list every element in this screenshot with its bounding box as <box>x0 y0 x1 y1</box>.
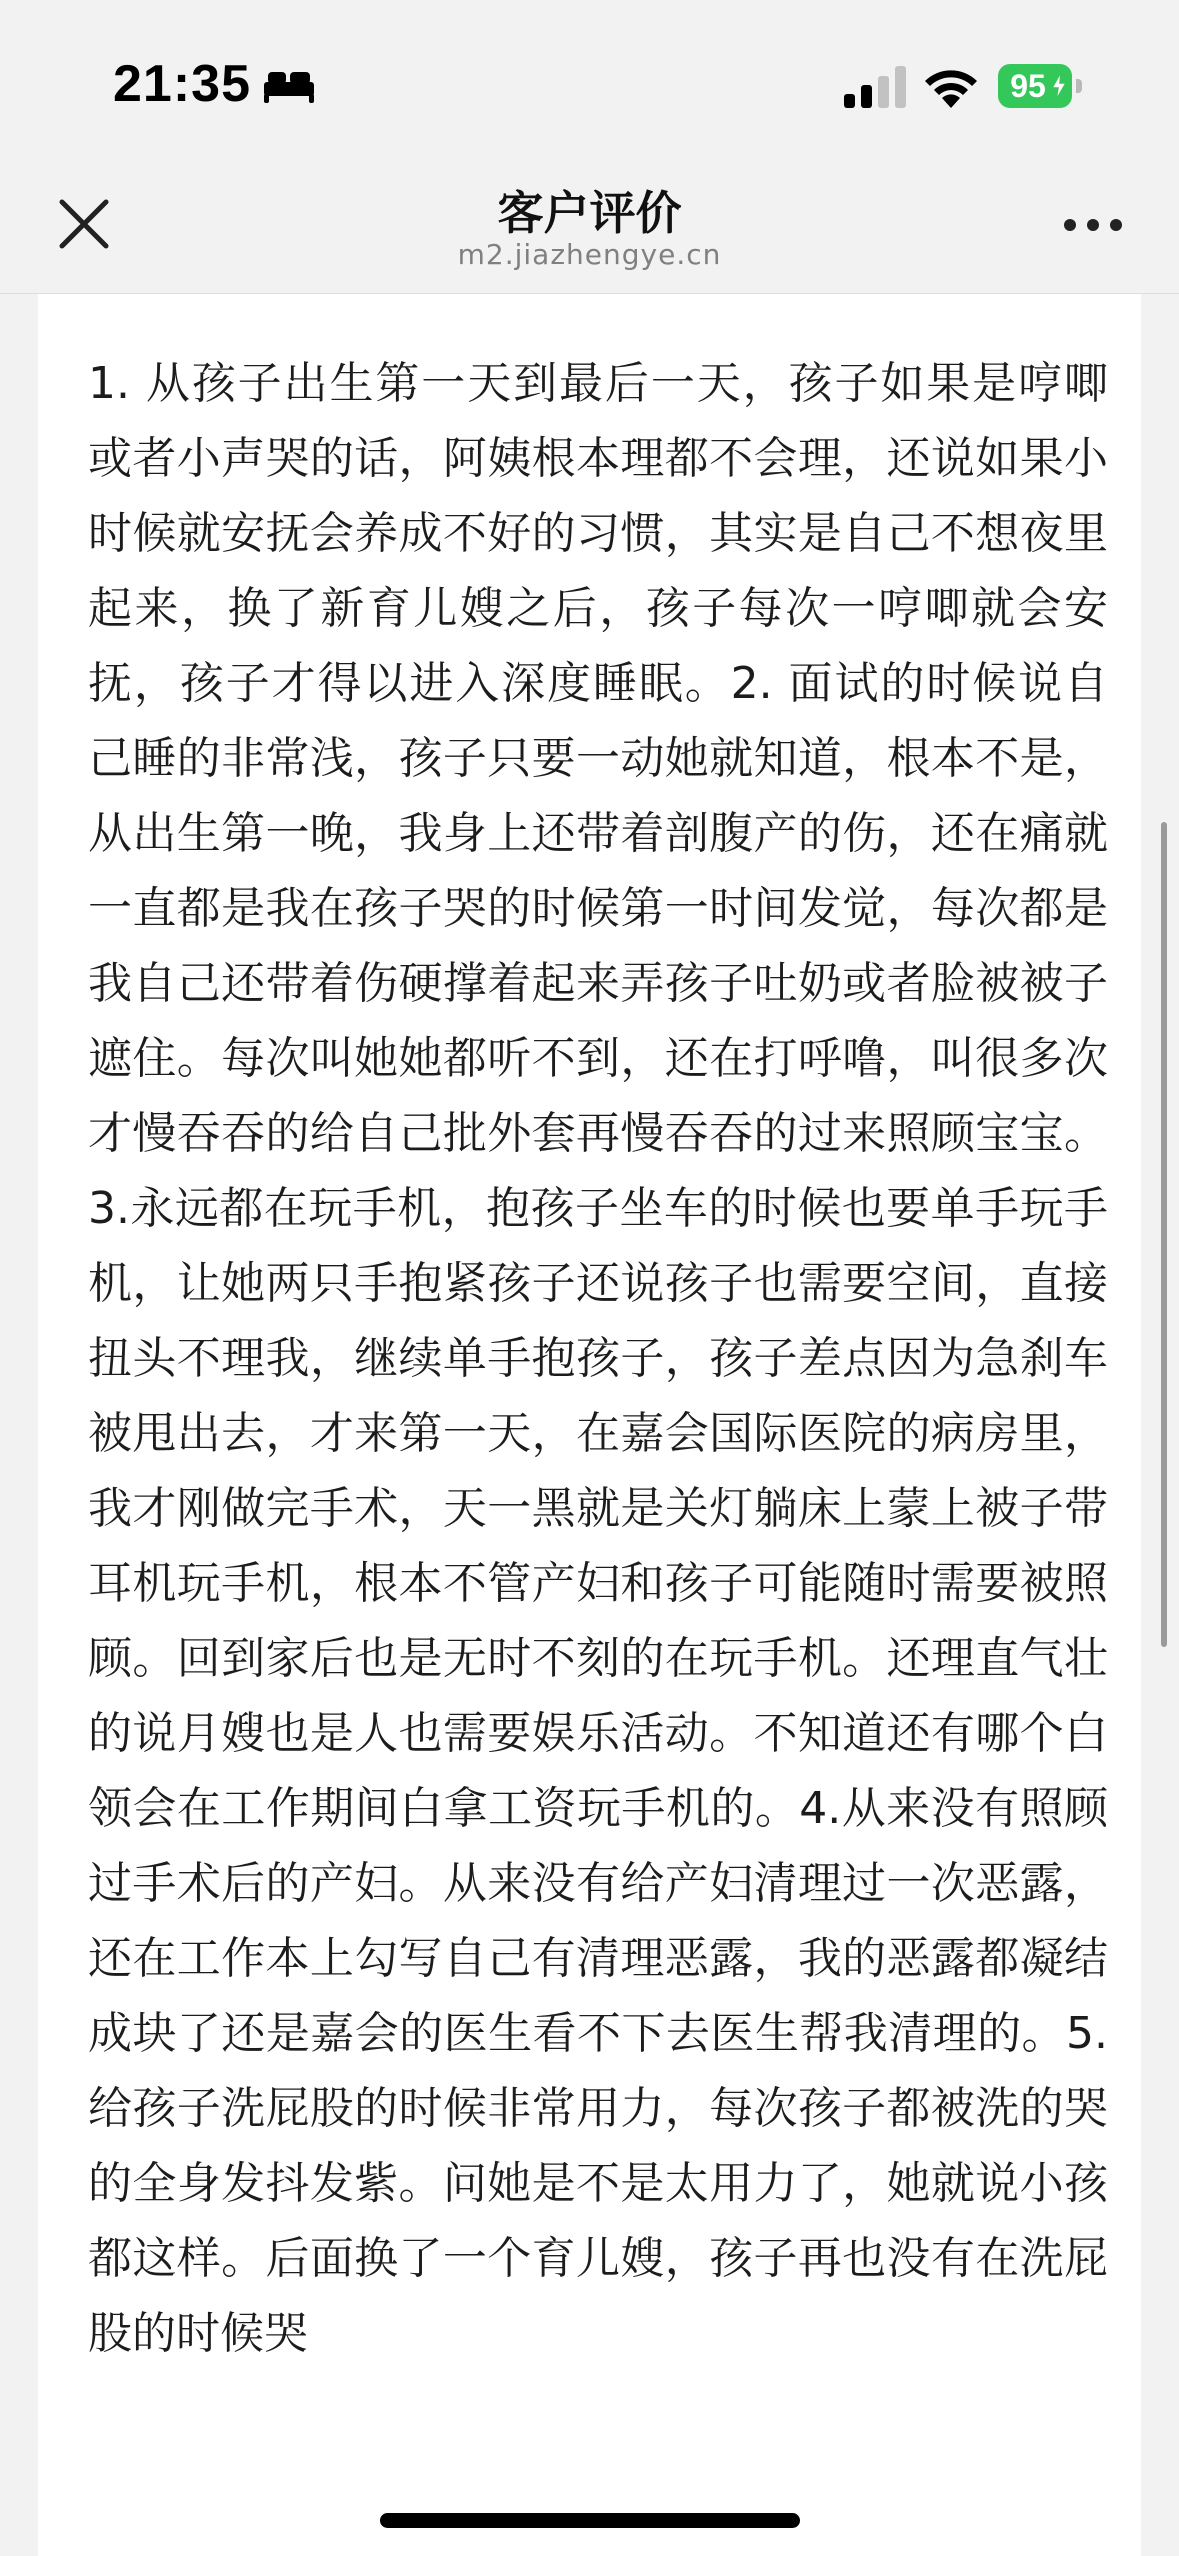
page-url: m2.jiazhengye.cn <box>457 238 722 271</box>
bed-icon <box>262 68 316 104</box>
nav-bar <box>0 175 1179 294</box>
status-time: 21:35 <box>113 55 251 113</box>
battery-level: 95 <box>1010 68 1046 104</box>
more-icon[interactable] <box>1062 207 1124 243</box>
status-bar <box>0 0 1179 175</box>
home-indicator[interactable] <box>380 2513 800 2528</box>
scrollbar[interactable] <box>1161 822 1167 1647</box>
page-title: 客户评价 <box>497 186 682 240</box>
battery-charging-icon <box>998 64 1082 108</box>
review-text: 1. 从孩子出生第一天到最后一天，孩子如果是哼唧或者小声哭的话，阿姨根本理都不会理，还说如果小时候就安抚会养成不好的习惯，其实是自己不想夜里起来，换了新育儿嫂之后，孩子每次一哼唧就会安抚，孩子才得以进入深度睡眠。2. 面试的时候说自己睡的非常浅，孩子只要一动她就知道，根本不是，从出生第一晚，我身上还带着剖腹产的伤，还在痛就一直都是我在孩子哭的时候第一时间发觉，每次都是我自己还带着伤硬撑着起来弄孩子吐奶或者脸被被子遮住。每次叫她她都听不到，还在打呼噜，叫很多次才慢吞吞的给自己批外套再慢吞吞的过来照顾宝宝。3.永远都在玩手机，抱孩子坐车的时候也要单手玩手机，让她两只手抱紧孩子还说孩子也需要空间，直接扭头不理我，继续单手抱孩子，孩子差点因为急刹车被甩出去，才来第一天，在嘉会国际医院的病房里，我才刚做完手术，天一黑就是关灯躺床上蒙上被子带耳机玩手机，根本不管产妇和孩子可能随时需要被照顾。回到家后也是无时不刻的在玩手机。还理直气壮的说月嫂也是人也需要娱乐活动。不知道还有哪个白领会在工作期间白拿工资玩手机的。4.从来没有照顾过手术后的产妇。从来没有给产妇清理过一次恶露，还在工作本上勾写自己有清理恶露，我的恶露都凝结成块了还是嘉会的医生看不下去医生帮我清理的。5.给孩子洗屁股的时候非常用力，每次孩子都被洗的哭的全身发抖发紫。问她是不是太用力了，她就说小孩都这样。后面换了一个育儿嫂，孩子再也没有在洗屁股的时候哭 <box>88 358 1108 2359</box>
signal-icon <box>844 66 908 108</box>
bolt-icon <box>1050 72 1068 100</box>
review-card <box>38 294 1141 2556</box>
wifi-icon <box>922 64 980 108</box>
battery-cap <box>1076 79 1082 93</box>
